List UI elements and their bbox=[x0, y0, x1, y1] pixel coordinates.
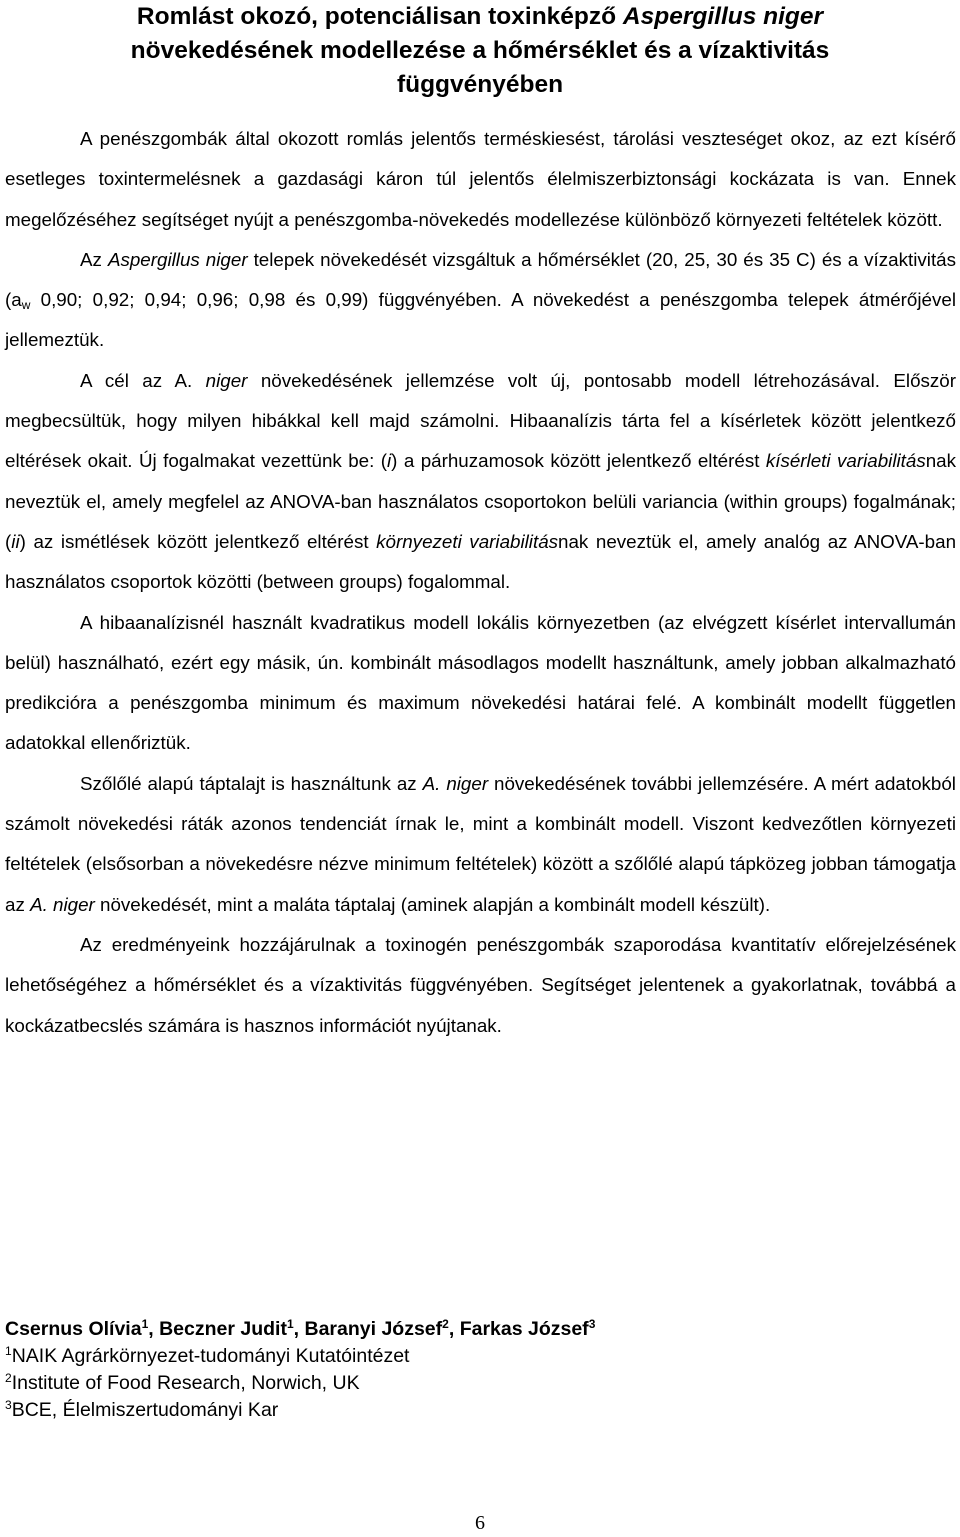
p5-text-e: növekedését, mint a maláta táptalaj (aminek alapján a kombinált modell készült). bbox=[94, 893, 771, 915]
author-separator: , bbox=[148, 1318, 160, 1340]
affiliation-text: BCE, Élelmiszertudományi Kar bbox=[11, 1399, 279, 1421]
author-name: Farkas József bbox=[459, 1318, 589, 1340]
affiliation-mark: 2 bbox=[5, 1371, 12, 1385]
p5-species-2: A. niger bbox=[30, 893, 95, 915]
affiliation-text: Institute of Food Research, Norwich, UK bbox=[11, 1372, 360, 1394]
paragraph-2 bbox=[5, 240, 956, 361]
p3-roman-ii: ii bbox=[11, 530, 20, 552]
p2-text-c: telepek növekedését vizsgáltuk a hőmérséklet (20, 25, 30 és 35 C) és a vízaktivitás (a bbox=[5, 248, 957, 311]
p2-text-a: Az bbox=[80, 248, 108, 270]
p3-text-i: ) az ismétlések között jelentkező eltérést bbox=[19, 530, 377, 552]
author-affiliation-mark: 1 bbox=[286, 1317, 294, 1331]
title-line-3: függvényében bbox=[396, 71, 564, 98]
p3-species: niger bbox=[205, 369, 248, 391]
paragraph-3 bbox=[5, 361, 956, 603]
paragraph-5 bbox=[5, 764, 956, 925]
author-separator: , bbox=[448, 1318, 460, 1340]
p2-text-e: 0,90; 0,92; 0,94; 0,96; 0,98 és 0,99) függvényében. A növekedést a penészgomba telepek átmérőjével jellemeztük. bbox=[5, 289, 956, 351]
author-name: Baranyi József bbox=[304, 1318, 443, 1340]
authors-block bbox=[5, 1316, 956, 1424]
paragraph-6: Az eredményeink hozzájárulnak a toxinogén penészgombák szaporodása kvantitatív előrejelzésének lehetőségéhez a hőmérséklet és a vízaktivitás függvényében. Segítséget jelentenek a gyakorlatnak, továbbá a kockázatbecslés számára is hasznos információt nyújtanak. bbox=[5, 933, 956, 1036]
p3-text-k: nak neveztük el, amely analóg az ANOVA-ban használatos csoportok közötti (between groups) fogalommal. bbox=[5, 530, 957, 593]
author-list bbox=[5, 1316, 956, 1343]
p3-text-c: növekedésének jellemzése volt új, pontosabb modell létrehozásával. Először megbecsültük, hogy milyen hibákkal kell majd számolni. Hibaanalízis tárta fel a kísérletek között jelentkező eltérések okait. Új fogalmakat vezettünk be: ( bbox=[5, 369, 956, 472]
affiliation-mark: 1 bbox=[5, 1344, 12, 1358]
p2-species: Aspergillus niger bbox=[107, 248, 248, 270]
p5-text-c: növekedésének további jellemzésére. A mért adatokból számolt növekedési ráták azonos tendenciát írnak le, mint a kombinált modell. Viszont kedvezőtlen környezeti feltételek (elsősorban a növekedésre nézve minimum feltételek) között a szőlőlé alapú tápközeg jobban támogatja az bbox=[5, 772, 956, 915]
abstract-body bbox=[5, 119, 956, 1046]
document-title bbox=[20, 0, 940, 102]
p3-roman-i: i bbox=[386, 450, 392, 472]
author-affiliation-mark: 3 bbox=[588, 1317, 596, 1331]
title-line-1: Romlást okozó, potenciálisan toxinképző bbox=[136, 3, 617, 30]
affiliation-text: NAIK Agrárkörnyezet-tudományi Kutatóintézet bbox=[11, 1345, 410, 1367]
title-species-name: Aspergillus niger bbox=[622, 3, 824, 30]
author-name: Beczner Judit bbox=[159, 1318, 287, 1340]
page-number: 6 bbox=[475, 1512, 485, 1534]
affiliation-2 bbox=[5, 1370, 956, 1397]
affiliation-1 bbox=[5, 1343, 956, 1370]
p5-species: A. niger bbox=[422, 772, 489, 794]
author-separator: , bbox=[293, 1318, 305, 1340]
p5-text-a: Szőlőlé alapú táptalajt is használtunk az bbox=[80, 772, 423, 794]
title-line-2: növekedésének modellezése a hőmérséklet és a vízaktivitás bbox=[130, 37, 830, 64]
p3-term-experimental: kísérleti variabilitás bbox=[765, 450, 926, 472]
affiliation-3 bbox=[5, 1397, 956, 1424]
author-affiliation-mark: 1 bbox=[141, 1317, 149, 1331]
p3-text-g: nak neveztük el, amely megfelel az ANOVA-ban használatos csoportokon belüli variancia (within groups) fogalmának; ( bbox=[5, 450, 956, 552]
p3-text-a: A cél az A. bbox=[80, 369, 206, 391]
author-name: Csernus Olívia bbox=[5, 1318, 142, 1340]
paragraph-1: A penészgombák által okozott romlás jelentős terméskiesést, tárolási veszteséget okoz, az ezt kísérő esetleges toxintermelésnek a gazdasági káron túl jelentős élelmiszerbiztonsági kockázata is van. Ennek megelőzéséhez segítséget nyújt a penészgomba-növekedés modellezése különböző környezeti feltételek között. bbox=[5, 128, 956, 230]
p3-term-environmental: környezeti variabilitás bbox=[376, 530, 559, 552]
p3-text-e: ) a párhuzamosok között jelentkező eltérést bbox=[391, 450, 766, 472]
author-affiliation-mark: 2 bbox=[442, 1317, 449, 1331]
affiliation-mark: 3 bbox=[5, 1398, 12, 1412]
p2-subscript: w bbox=[21, 298, 31, 313]
paragraph-4: A hibaanalízisnél használt kvadratikus modell lokális környezetben (az elvégzett kísérlet intervallumán belül) használható, ezért egy másik, ún. kombinált másodlagos modellt használtunk, amely jobban alkalmazható predikcióra a penészgomba minimum és maximum növekedési határai felé. A kombinált modellt független adatokkal ellenőriztük. bbox=[5, 611, 956, 754]
